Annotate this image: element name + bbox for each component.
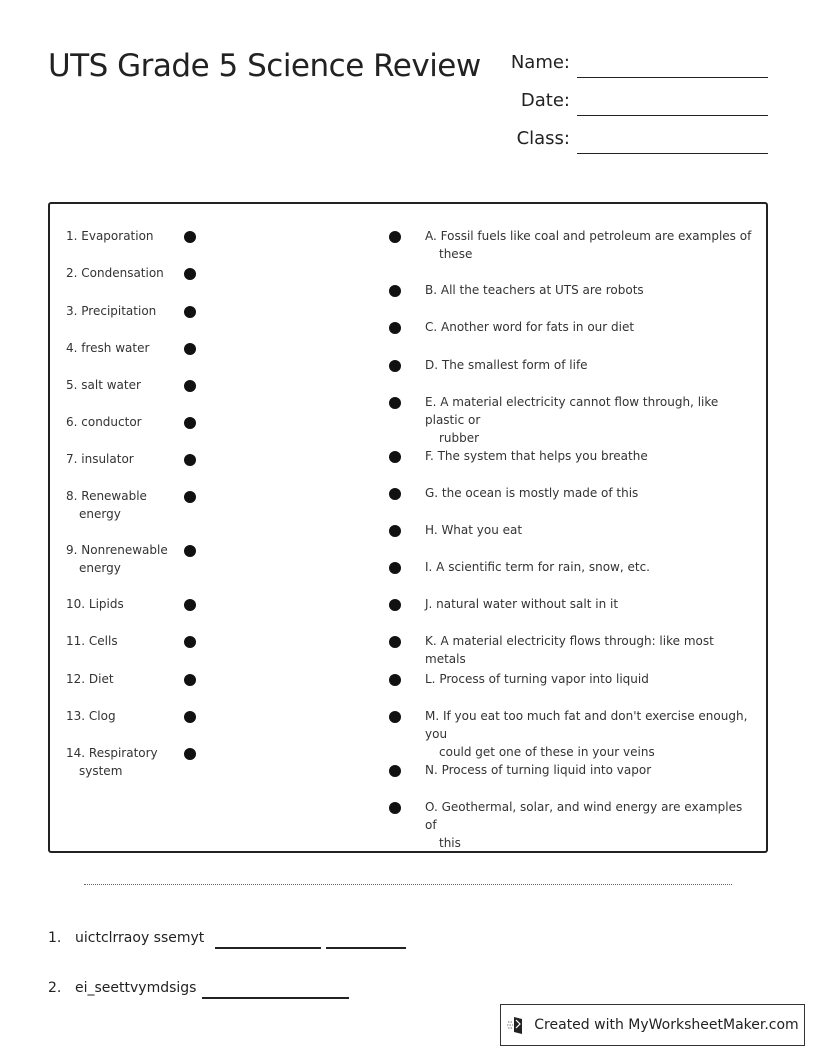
right-match-dot[interactable] — [389, 231, 401, 243]
left-match-item — [66, 487, 176, 523]
credit-badge[interactable] — [500, 1004, 805, 1046]
date-label: Date: — [520, 90, 570, 111]
item-text: 11. Cells — [66, 634, 118, 648]
item-text: O. Geothermal, solar, and wind energy are examples of — [425, 800, 743, 832]
left-match-item — [66, 670, 176, 688]
answer-blank[interactable] — [326, 947, 406, 949]
left-match-dot[interactable] — [184, 343, 196, 355]
item-text: H. What you eat — [425, 523, 523, 537]
right-match-dot[interactable] — [389, 599, 401, 611]
left-match-dot[interactable] — [184, 636, 196, 648]
right-match-dot[interactable] — [389, 285, 401, 297]
item-text: 4. fresh water — [66, 341, 150, 355]
page-title: UTS Grade 5 Science Review — [48, 48, 481, 84]
answer-blank[interactable] — [215, 947, 321, 949]
item-text: C. Another word for fats in our diet — [425, 320, 635, 334]
item-text: B. All the teachers at UTS are robots — [425, 283, 644, 297]
right-match-dot[interactable] — [389, 488, 401, 500]
name-label: Name: — [510, 52, 570, 73]
left-match-dot[interactable] — [184, 545, 196, 557]
left-match-item — [66, 302, 176, 320]
right-match-dot[interactable] — [389, 360, 401, 372]
left-match-dot[interactable] — [184, 599, 196, 611]
scramble-number: 2. — [48, 980, 62, 996]
item-text: could get one of these in your veins — [439, 745, 655, 759]
credit-text: Created with MyWorksheetMaker.com — [534, 1017, 799, 1033]
right-match-item — [425, 484, 755, 502]
right-match-dot[interactable] — [389, 451, 401, 463]
right-match-item — [425, 670, 755, 688]
item-text: D. The smallest form of life — [425, 358, 588, 372]
left-match-item — [66, 450, 176, 468]
right-match-item — [425, 798, 755, 852]
left-match-item — [66, 595, 176, 613]
right-match-dot[interactable] — [389, 397, 401, 409]
item-text: energy — [79, 561, 121, 575]
left-match-item — [66, 227, 176, 245]
left-match-dot[interactable] — [184, 674, 196, 686]
right-match-item — [425, 595, 755, 613]
right-match-dot[interactable] — [389, 322, 401, 334]
right-match-item — [425, 632, 755, 668]
class-label: Class: — [516, 128, 570, 149]
item-text: 3. Precipitation — [66, 304, 157, 318]
right-match-dot[interactable] — [389, 525, 401, 537]
right-match-item — [425, 447, 755, 465]
item-text: system — [79, 764, 123, 778]
item-text: J. natural water without salt in it — [425, 597, 619, 611]
item-text: 8. Renewable — [66, 489, 147, 503]
right-match-dot[interactable] — [389, 711, 401, 723]
left-match-item — [66, 541, 176, 577]
item-text: 9. Nonrenewable — [66, 543, 168, 557]
item-text: F. The system that helps you breathe — [425, 449, 648, 463]
item-text: 1. Evaporation — [66, 229, 154, 243]
left-match-dot[interactable] — [184, 491, 196, 503]
left-match-dot[interactable] — [184, 711, 196, 723]
right-match-item — [425, 318, 755, 336]
right-match-item — [425, 281, 755, 299]
right-match-item — [425, 707, 755, 761]
left-match-item — [66, 632, 176, 650]
left-match-dot[interactable] — [184, 231, 196, 243]
right-match-item — [425, 761, 755, 779]
item-text: 12. Diet — [66, 672, 114, 686]
scramble-number: 1. — [48, 930, 62, 946]
left-match-dot[interactable] — [184, 306, 196, 318]
item-text: I. A scientific term for rain, snow, etc. — [425, 560, 650, 574]
item-text: N. Process of turning liquid into vapor — [425, 763, 652, 777]
left-match-dot[interactable] — [184, 380, 196, 392]
left-match-dot[interactable] — [184, 748, 196, 760]
date-field[interactable] — [577, 115, 768, 116]
item-text: rubber — [439, 431, 480, 445]
item-text: G. the ocean is mostly made of this — [425, 486, 639, 500]
left-match-item — [66, 413, 176, 431]
item-text: K. A material electricity flows through: like most metals — [425, 634, 714, 666]
worksheet-maker-logo-icon — [506, 1014, 528, 1036]
name-field[interactable] — [577, 77, 768, 78]
left-match-item — [66, 707, 176, 725]
item-text: 14. Respiratory — [66, 746, 158, 760]
left-match-item — [66, 339, 176, 357]
right-match-dot[interactable] — [389, 636, 401, 648]
right-match-dot[interactable] — [389, 674, 401, 686]
right-match-dot[interactable] — [389, 802, 401, 814]
item-text: 6. conductor — [66, 415, 142, 429]
item-text: energy — [79, 507, 121, 521]
item-text: this — [439, 836, 461, 850]
item-text: E. A material electricity cannot flow through, like plastic or — [425, 395, 719, 427]
item-text: these — [439, 247, 473, 261]
right-match-item — [425, 521, 755, 539]
scramble-word: uictclrraoy ssemyt — [75, 930, 205, 946]
left-match-item — [66, 744, 176, 780]
item-text: 13. Clog — [66, 709, 116, 723]
right-match-item — [425, 227, 755, 263]
left-match-dot[interactable] — [184, 454, 196, 466]
left-match-item — [66, 264, 176, 282]
item-text: L. Process of turning vapor into liquid — [425, 672, 649, 686]
right-match-item — [425, 393, 755, 447]
scramble-word: ei_seettvymdsigs — [75, 980, 197, 996]
item-text: 5. salt water — [66, 378, 141, 392]
right-match-dot[interactable] — [389, 562, 401, 574]
answer-blank[interactable] — [202, 997, 349, 999]
left-match-dot[interactable] — [184, 268, 196, 280]
item-text: A. Fossil fuels like coal and petroleum are examples of — [425, 229, 752, 243]
right-match-item — [425, 558, 755, 576]
item-text: 2. Condensation — [66, 266, 164, 280]
class-field[interactable] — [577, 153, 768, 154]
left-match-item — [66, 376, 176, 394]
right-match-dot[interactable] — [389, 765, 401, 777]
item-text: 10. Lipids — [66, 597, 124, 611]
divider — [84, 884, 732, 885]
left-match-dot[interactable] — [184, 417, 196, 429]
item-text: M. If you eat too much fat and don't exercise enough, you — [425, 709, 748, 741]
right-match-item — [425, 356, 755, 374]
item-text: 7. insulator — [66, 452, 134, 466]
